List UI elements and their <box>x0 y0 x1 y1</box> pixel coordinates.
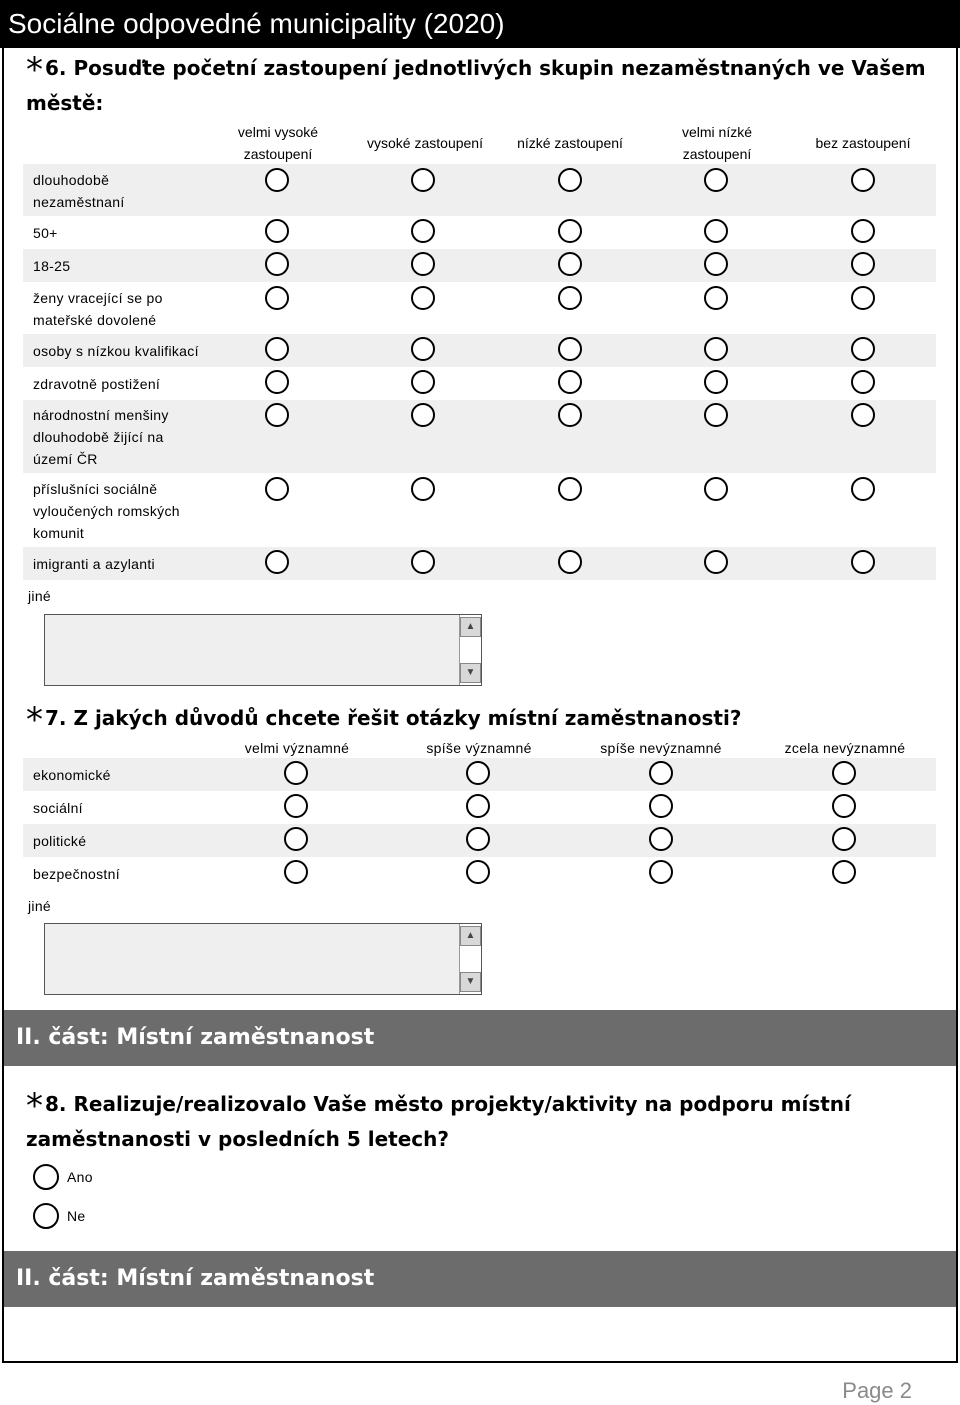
q6-row-disabled <box>23 367 936 400</box>
radio-low[interactable] <box>558 403 582 427</box>
q6-row-label: národnostní menšiny dlouhodobě žijící na území ČR <box>33 407 169 467</box>
q6-row-label: osoby s nízkou kvalifikací <box>33 343 199 359</box>
q7-col-rather-important: spíše významné <box>426 740 532 756</box>
radio-low[interactable] <box>558 477 582 501</box>
q7-row-economic <box>23 758 936 791</box>
radio-high[interactable] <box>411 370 435 394</box>
radio-low[interactable] <box>558 550 582 574</box>
q6-title <box>26 52 926 120</box>
survey-title: Sociálne odpovedné municipality (2020) <box>0 0 960 48</box>
q6-other-label: jiné <box>28 588 51 604</box>
radio-high[interactable] <box>411 403 435 427</box>
q6-row-long-term-unemployed <box>23 164 936 216</box>
option-no-label: Ne <box>67 1208 86 1224</box>
radio-none[interactable] <box>851 477 875 501</box>
radio-not-important[interactable] <box>832 827 856 851</box>
radio-none[interactable] <box>851 286 875 310</box>
radio-yes[interactable] <box>33 1164 59 1190</box>
q6-col-high: vysoké zastoupení <box>367 135 483 151</box>
radio-high[interactable] <box>411 219 435 243</box>
radio-very-high[interactable] <box>265 477 289 501</box>
q6-row-label: příslušníci sociálně vyloučených romských komunit <box>33 481 180 541</box>
radio-very-low[interactable] <box>704 168 728 192</box>
q6-row-label: 18-25 <box>33 258 71 274</box>
radio-low[interactable] <box>558 286 582 310</box>
radio-none[interactable] <box>851 403 875 427</box>
radio-none[interactable] <box>851 370 875 394</box>
radio-high[interactable] <box>411 337 435 361</box>
radio-none[interactable] <box>851 337 875 361</box>
radio-very-low[interactable] <box>704 370 728 394</box>
radio-low[interactable] <box>558 252 582 276</box>
radio-rather-unimportant[interactable] <box>649 761 673 785</box>
radio-rather-important[interactable] <box>466 761 490 785</box>
q6-other-textarea[interactable] <box>44 614 482 686</box>
q7-row-label: politické <box>33 833 87 849</box>
radio-high[interactable] <box>411 168 435 192</box>
radio-very-high[interactable] <box>265 252 289 276</box>
radio-very-high[interactable] <box>265 403 289 427</box>
q7-other-textarea[interactable] <box>44 923 482 995</box>
q7-row-label: sociální <box>33 800 83 816</box>
required-asterisk: * <box>26 1086 43 1126</box>
radio-rather-important[interactable] <box>466 794 490 818</box>
q6-row-immigrants <box>23 547 936 580</box>
q7-row-political <box>23 824 936 857</box>
q6-row-label: ženy vracející se po mateřské dovolené <box>33 290 163 328</box>
q6-col-very-high: velmi vysoké zastoupení <box>237 124 319 162</box>
radio-not-important[interactable] <box>832 860 856 884</box>
radio-rather-unimportant[interactable] <box>649 860 673 884</box>
q6-row-low-qualification <box>23 334 936 367</box>
q6-col-low: nízké zastoupení <box>517 135 623 151</box>
radio-high[interactable] <box>411 286 435 310</box>
required-asterisk: * <box>26 50 43 90</box>
q6-col-very-low: velmi nízké zastoupení <box>681 124 753 162</box>
option-yes-label: Ano <box>67 1169 93 1185</box>
radio-high[interactable] <box>411 477 435 501</box>
radio-low[interactable] <box>558 168 582 192</box>
q8-title-line2: zaměstnanosti v posledních 5 letech? <box>26 1127 449 1151</box>
section-heading: II. část: Místní zaměstnanost <box>4 1251 956 1307</box>
radio-very-high[interactable] <box>265 550 289 574</box>
radio-very-high[interactable] <box>265 286 289 310</box>
page-number: Page 2 <box>842 1378 912 1403</box>
q6-title-line1: 6. Posuďte početní zastoupení jednotlivých skupin nezaměstnaných ve Vašem <box>45 56 926 80</box>
textarea-scrollbar[interactable] <box>459 924 481 994</box>
q6-row-roma <box>23 473 936 547</box>
radio-very-low[interactable] <box>704 403 728 427</box>
radio-very-low[interactable] <box>704 219 728 243</box>
q7-other-label: jiné <box>28 898 51 914</box>
radio-rather-important[interactable] <box>466 860 490 884</box>
q6-row-50plus <box>23 216 936 249</box>
radio-very-low[interactable] <box>704 337 728 361</box>
radio-very-high[interactable] <box>265 168 289 192</box>
q6-row-18-25 <box>23 249 936 282</box>
q6-row-minorities <box>23 400 936 473</box>
radio-very-high[interactable] <box>265 219 289 243</box>
radio-very-low[interactable] <box>704 286 728 310</box>
radio-very-high[interactable] <box>265 337 289 361</box>
q6-title-line2: městě: <box>26 91 104 115</box>
q7-title <box>26 700 742 740</box>
radio-not-important[interactable] <box>832 761 856 785</box>
q8-title <box>26 1088 851 1156</box>
radio-very-important[interactable] <box>284 761 308 785</box>
q7-title-text: 7. Z jakých důvodů chcete řešit otázky místní zaměstnanosti? <box>45 706 742 730</box>
radio-low[interactable] <box>558 219 582 243</box>
q7-row-security <box>23 857 936 890</box>
radio-none[interactable] <box>851 252 875 276</box>
radio-very-important[interactable] <box>284 860 308 884</box>
q6-col-none: bez zastoupení <box>815 135 911 151</box>
radio-low[interactable] <box>558 370 582 394</box>
radio-not-important[interactable] <box>832 794 856 818</box>
radio-high[interactable] <box>411 252 435 276</box>
radio-very-low[interactable] <box>704 252 728 276</box>
q6-row-label: 50+ <box>33 225 58 241</box>
radio-very-low[interactable] <box>704 477 728 501</box>
radio-rather-unimportant[interactable] <box>649 827 673 851</box>
q7-col-not-important: zcela nevýznamné <box>784 740 906 756</box>
required-asterisk: * <box>26 700 43 740</box>
radio-none[interactable] <box>851 550 875 574</box>
q7-row-label: bezpečnostní <box>33 866 120 882</box>
radio-none[interactable] <box>851 219 875 243</box>
textarea-scrollbar[interactable] <box>459 615 481 685</box>
q6-row-label: zdravotně postižení <box>33 376 161 392</box>
q6-row-label: dlouhodobě nezaměstnaní <box>33 172 125 210</box>
radio-low[interactable] <box>558 337 582 361</box>
radio-very-important[interactable] <box>284 794 308 818</box>
q7-row-social <box>23 791 936 824</box>
q7-col-rather-unimportant: spíše nevýznamné <box>600 740 722 756</box>
radio-very-important[interactable] <box>284 827 308 851</box>
radio-very-low[interactable] <box>704 550 728 574</box>
q6-row-women-maternity <box>23 282 936 334</box>
q6-row-label: imigranti a azylanti <box>33 556 155 572</box>
q8-title-line1: 8. Realizuje/realizovalo Vaše město projekty/aktivity na podporu místní <box>45 1092 851 1116</box>
radio-rather-unimportant[interactable] <box>649 794 673 818</box>
radio-rather-important[interactable] <box>466 827 490 851</box>
radio-very-high[interactable] <box>265 370 289 394</box>
q7-row-label: ekonomické <box>33 767 111 783</box>
radio-high[interactable] <box>411 550 435 574</box>
scroll-up-icon[interactable]: ▲ <box>460 926 481 946</box>
q7-col-very-important: velmi významné <box>244 740 350 756</box>
section-heading: II. část: Místní zaměstnanost <box>4 1010 956 1066</box>
scroll-down-icon[interactable]: ▼ <box>460 663 481 683</box>
scroll-down-icon[interactable]: ▼ <box>460 972 481 992</box>
radio-none[interactable] <box>851 168 875 192</box>
radio-no[interactable] <box>33 1203 59 1229</box>
scroll-up-icon[interactable]: ▲ <box>460 617 481 637</box>
